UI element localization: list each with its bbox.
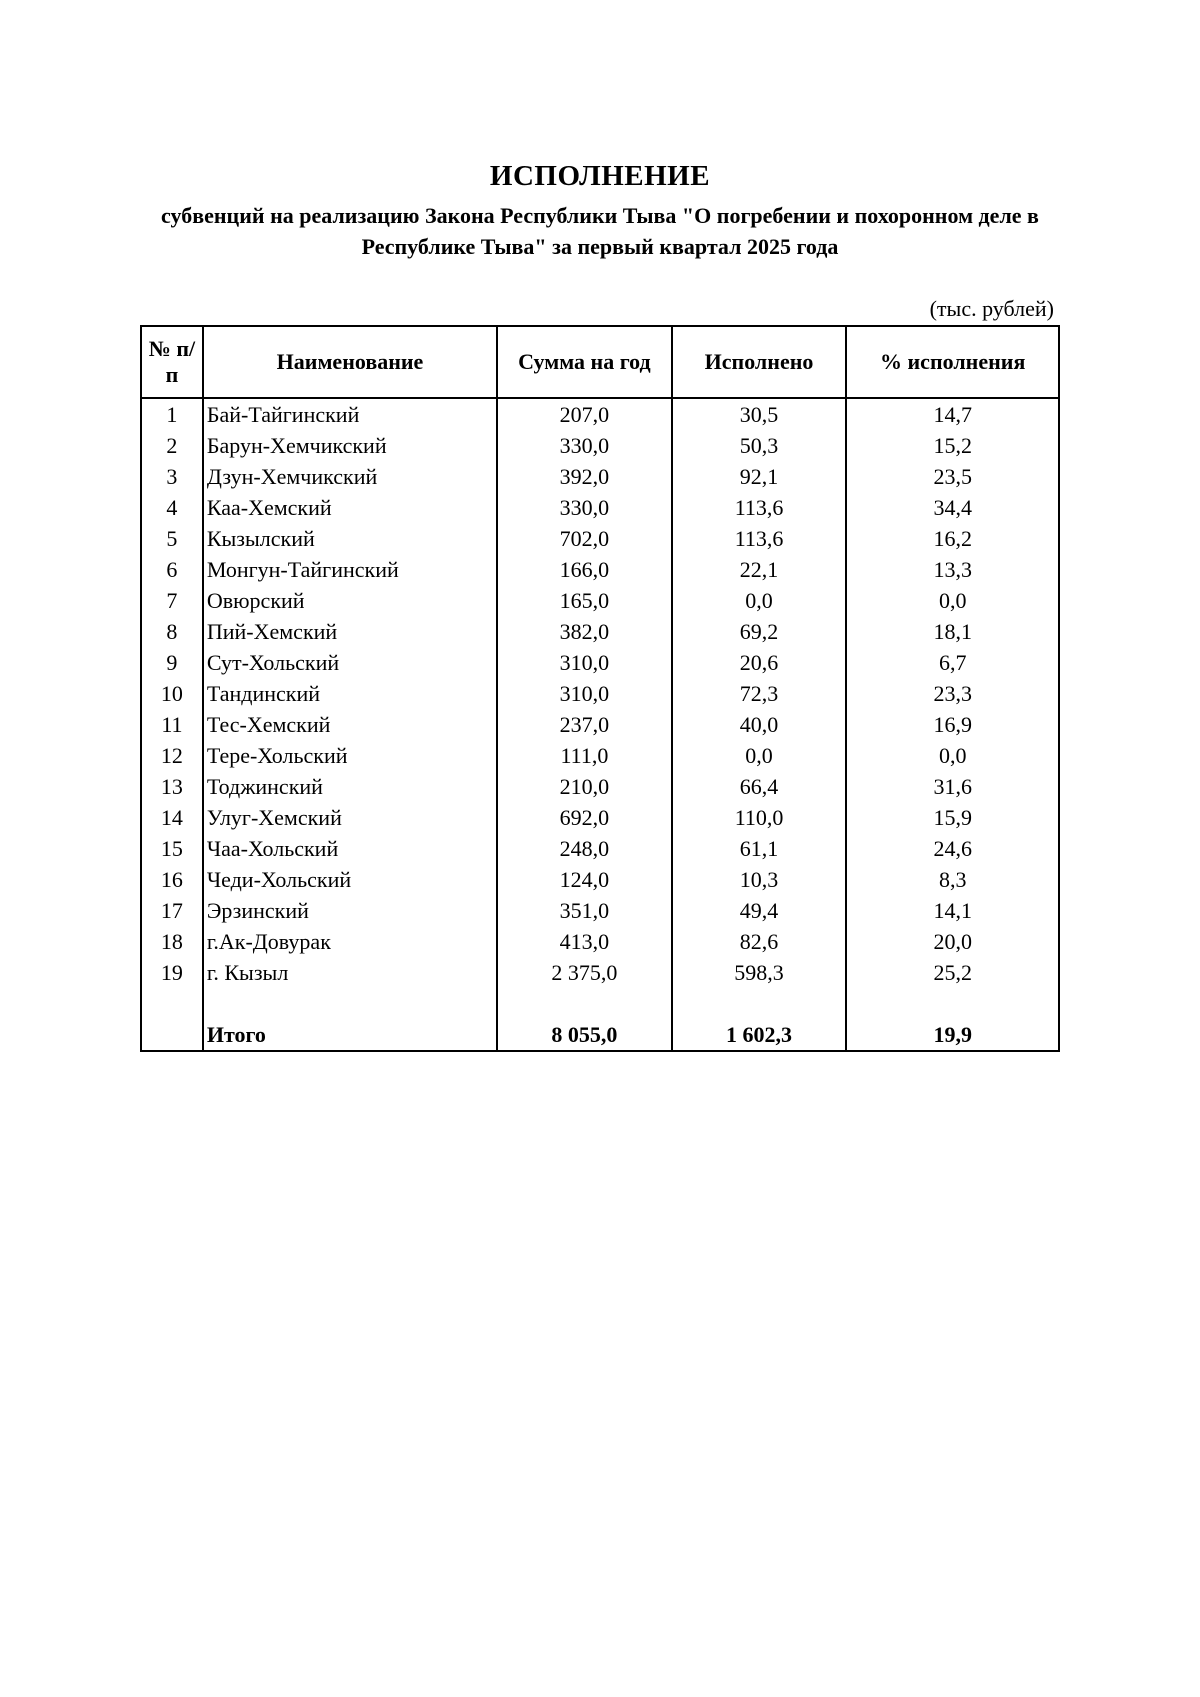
header-number: № п/п [141,326,203,398]
row-number: 8 [141,616,203,647]
document-title: ИСПОЛНЕНИЕ [489,160,711,192]
row-percent: 16,2 [846,523,1059,554]
row-executed: 69,2 [672,616,847,647]
execution-table [140,325,1060,1052]
table-row [141,709,1059,740]
row-annual-sum: 310,0 [497,678,672,709]
row-number: 13 [141,771,203,802]
row-executed: 0,0 [672,585,847,616]
row-number: 11 [141,709,203,740]
table-row [141,585,1059,616]
row-executed: 113,6 [672,523,847,554]
row-executed: 49,4 [672,895,847,926]
table-row [141,554,1059,585]
table-row [141,926,1059,957]
row-executed: 66,4 [672,771,847,802]
row-number: 14 [141,802,203,833]
table-row [141,647,1059,678]
table-body [141,398,1059,1051]
row-percent: 15,2 [846,430,1059,461]
row-executed: 0,0 [672,740,847,771]
units-note: (тыс. рублей) [929,296,1054,321]
row-name: Сут-Хольский [203,647,497,678]
header-executed: Исполнено [672,326,847,398]
row-percent: 20,0 [846,926,1059,957]
row-percent: 25,2 [846,957,1059,988]
row-annual-sum: 2 375,0 [497,957,672,988]
row-percent: 14,7 [846,398,1059,430]
row-number: 4 [141,492,203,523]
table-row [141,430,1059,461]
row-name: Монгун-Тайгинский [203,554,497,585]
row-executed: 50,3 [672,430,847,461]
row-name: г.Ак-Довурак [203,926,497,957]
row-executed: 598,3 [672,957,847,988]
row-name: Тес-Хемский [203,709,497,740]
row-number: 2 [141,430,203,461]
row-percent: 0,0 [846,740,1059,771]
total-label: Итого [203,1019,497,1051]
spacer-row [141,988,1059,1019]
row-annual-sum: 111,0 [497,740,672,771]
total-percent: 19,9 [846,1019,1059,1051]
total-sum: 8 055,0 [497,1019,672,1051]
row-executed: 110,0 [672,802,847,833]
row-percent: 16,9 [846,709,1059,740]
row-name: Эрзинский [203,895,497,926]
row-percent: 34,4 [846,492,1059,523]
row-percent: 23,3 [846,678,1059,709]
row-executed: 20,6 [672,647,847,678]
row-name: Бай-Тайгинский [203,398,497,430]
header-name: Наименование [203,326,497,398]
row-executed: 61,1 [672,833,847,864]
row-annual-sum: 351,0 [497,895,672,926]
row-name: Кызылский [203,523,497,554]
table-row [141,492,1059,523]
row-number: 17 [141,895,203,926]
row-annual-sum: 207,0 [497,398,672,430]
row-annual-sum: 692,0 [497,802,672,833]
total-row [141,1019,1059,1051]
row-percent: 31,6 [846,771,1059,802]
row-executed: 113,6 [672,492,847,523]
row-name: Чеди-Хольский [203,864,497,895]
row-name: Чаа-Хольский [203,833,497,864]
row-percent: 6,7 [846,647,1059,678]
row-number: 18 [141,926,203,957]
table-row [141,523,1059,554]
row-name: Дзун-Хемчикский [203,461,497,492]
row-name: Барун-Хемчикский [203,430,497,461]
row-percent: 18,1 [846,616,1059,647]
row-executed: 92,1 [672,461,847,492]
row-percent: 8,3 [846,864,1059,895]
total-executed: 1 602,3 [672,1019,847,1051]
row-name: г. Кызыл [203,957,497,988]
table-row [141,864,1059,895]
row-name: Пий-Хемский [203,616,497,647]
row-executed: 72,3 [672,678,847,709]
table-row [141,957,1059,988]
row-executed: 40,0 [672,709,847,740]
row-number: 6 [141,554,203,585]
row-annual-sum: 165,0 [497,585,672,616]
row-number: 10 [141,678,203,709]
row-percent: 13,3 [846,554,1059,585]
row-annual-sum: 330,0 [497,430,672,461]
row-number: 16 [141,864,203,895]
row-number: 3 [141,461,203,492]
table-row [141,678,1059,709]
row-number: 9 [141,647,203,678]
document-subtitle: субвенций на реализацию Закона Республики Тыва "О погребении и похоронном деле в Республике Тыва" за первый квартал 2025 года [161,203,1039,259]
row-name: Каа-Хемский [203,492,497,523]
row-executed: 82,6 [672,926,847,957]
row-percent: 0,0 [846,585,1059,616]
table-row [141,616,1059,647]
row-number: 7 [141,585,203,616]
row-annual-sum: 248,0 [497,833,672,864]
table-row [141,802,1059,833]
table-header-row [141,326,1059,398]
row-annual-sum: 237,0 [497,709,672,740]
row-name: Улуг-Хемский [203,802,497,833]
row-number: 1 [141,398,203,430]
row-executed: 22,1 [672,554,847,585]
row-annual-sum: 166,0 [497,554,672,585]
row-annual-sum: 382,0 [497,616,672,647]
total-number-cell [141,1019,203,1051]
row-percent: 14,1 [846,895,1059,926]
row-annual-sum: 413,0 [497,926,672,957]
row-name: Овюрский [203,585,497,616]
row-executed: 10,3 [672,864,847,895]
row-annual-sum: 330,0 [497,492,672,523]
table-row [141,895,1059,926]
row-number: 5 [141,523,203,554]
row-number: 12 [141,740,203,771]
row-annual-sum: 392,0 [497,461,672,492]
row-number: 19 [141,957,203,988]
header-annual-sum: Сумма на год [497,326,672,398]
row-annual-sum: 702,0 [497,523,672,554]
row-name: Тере-Хольский [203,740,497,771]
row-name: Тандинский [203,678,497,709]
row-annual-sum: 310,0 [497,647,672,678]
table-row [141,461,1059,492]
row-percent: 23,5 [846,461,1059,492]
row-annual-sum: 124,0 [497,864,672,895]
row-number: 15 [141,833,203,864]
table-row [141,740,1059,771]
row-percent: 24,6 [846,833,1059,864]
table-row [141,398,1059,430]
row-annual-sum: 210,0 [497,771,672,802]
table-row [141,833,1059,864]
row-executed: 30,5 [672,398,847,430]
header-percent: % исполнения [846,326,1059,398]
table-row [141,771,1059,802]
row-percent: 15,9 [846,802,1059,833]
row-name: Тоджинский [203,771,497,802]
